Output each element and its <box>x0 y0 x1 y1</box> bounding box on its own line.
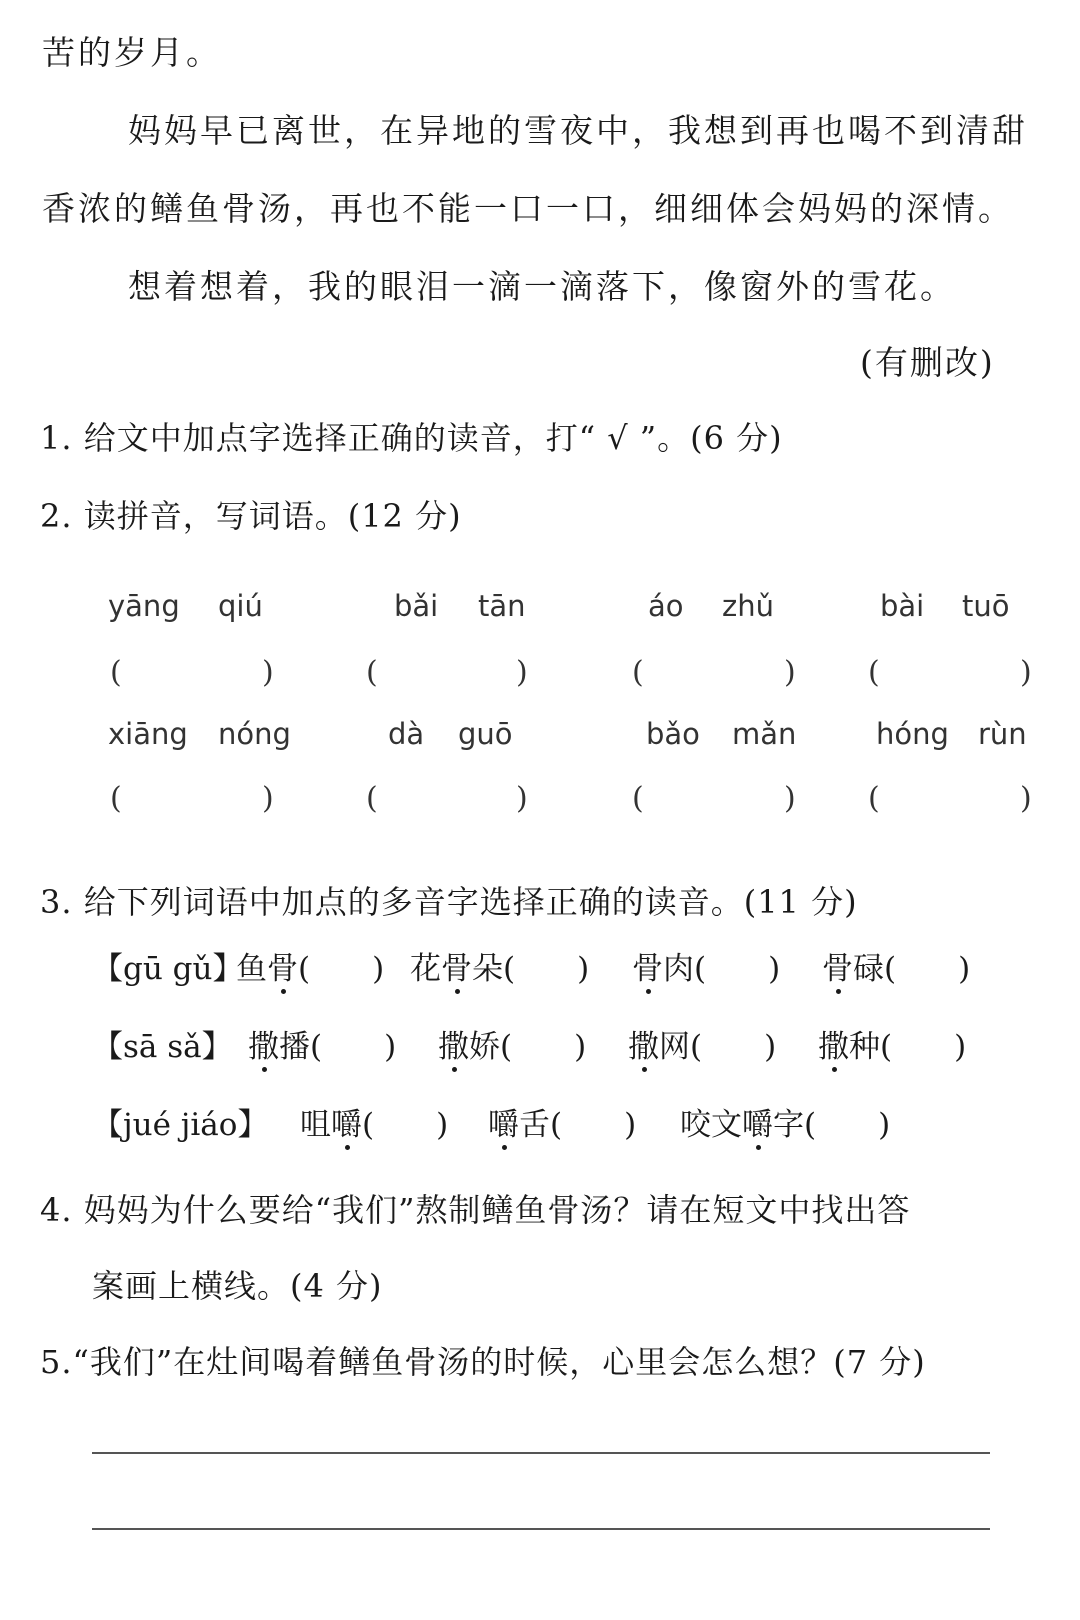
answer-bracket-close: ) <box>577 951 590 987</box>
pinyin-syllable: tān <box>478 589 526 623</box>
answer-bracket-close: ) <box>384 1029 397 1065</box>
polyphone-word <box>410 951 590 987</box>
passage-line-3: 香浓的鳝鱼骨汤，再也不能一口一口，细细体会妈妈的深情。 <box>42 189 1014 228</box>
word-prefix: 咬文 <box>680 1107 742 1143</box>
word-prefix: 咀 <box>300 1107 331 1143</box>
answer-bracket-close: ) <box>516 655 528 690</box>
answer-bracket-open: ( <box>366 655 378 690</box>
answer-bracket-close: ) <box>784 781 796 816</box>
answer-bracket-close: ) <box>262 655 274 690</box>
word-suffix: 网 <box>659 1029 690 1065</box>
polyphone-options: 【jué jiáo】 <box>92 1107 269 1143</box>
pinyin-syllable: zhǔ <box>722 589 774 623</box>
question-1: 1. 给文中加点字选择正确的读音，打“ √ ”。(6 分) <box>40 419 783 457</box>
dotted-character: 撒 <box>438 1029 469 1065</box>
answer-line-2[interactable] <box>92 1528 990 1530</box>
answer-bracket-close: ) <box>372 951 385 987</box>
passage-line-4: 想着想着，我的眼泪一滴一滴落下，像窗外的雪花。 <box>128 267 956 306</box>
answer-bracket-close: ) <box>262 781 274 816</box>
answer-blank[interactable] <box>816 1107 878 1143</box>
answer-bracket-open: ( <box>500 1029 513 1065</box>
pinyin-syllable: qiú <box>218 589 263 623</box>
word-suffix: 娇 <box>469 1029 500 1065</box>
answer-bracket-close: ) <box>436 1107 449 1143</box>
answer-bracket-open: ( <box>310 1029 323 1065</box>
question-2: 2. 读拼音，写词语。(12 分) <box>40 497 462 535</box>
answer-bracket-open: ( <box>880 1029 893 1065</box>
polyphone-word <box>488 1107 637 1143</box>
pinyin-syllable: tuō <box>962 589 1010 623</box>
answer-bracket-close: ) <box>1020 655 1032 690</box>
answer-bracket-close: ) <box>954 1029 967 1065</box>
polyphone-options: 【sā sǎ】 <box>92 1029 233 1065</box>
question-4-line-1: 4. 妈妈为什么要给“我们”熬制鳝鱼骨汤？请在短文中找出答 <box>40 1191 911 1229</box>
pinyin-syllable: dà <box>388 717 425 751</box>
answer-blank[interactable] <box>892 1029 954 1065</box>
question-5: 5.“我们”在灶间喝着鳝鱼骨汤的时候，心里会怎么想？(7 分) <box>40 1343 926 1381</box>
answer-blank[interactable] <box>896 951 958 987</box>
word-suffix: 碌 <box>853 951 884 987</box>
pinyin-syllable: mǎn <box>732 717 797 751</box>
dotted-character: 撒 <box>248 1029 279 1065</box>
word-suffix: 舌 <box>519 1107 550 1143</box>
answer-blank[interactable] <box>702 1029 764 1065</box>
answer-blank[interactable] <box>322 1029 384 1065</box>
dotted-character: 撒 <box>818 1029 849 1065</box>
answer-blank[interactable] <box>512 1029 574 1065</box>
answer-line-1[interactable] <box>92 1452 990 1454</box>
polyphone-options: 【gū gǔ】 <box>92 951 244 987</box>
pinyin-syllable: áo <box>648 589 684 623</box>
pinyin-syllable: nóng <box>218 717 291 751</box>
answer-bracket-close: ) <box>784 655 796 690</box>
answer-bracket-open: ( <box>366 781 378 816</box>
answer-bracket-close: ) <box>958 951 971 987</box>
answer-bracket-open: ( <box>694 951 707 987</box>
polyphone-word <box>300 1107 449 1143</box>
dotted-character: 骨 <box>632 951 663 987</box>
answer-blank[interactable] <box>310 951 372 987</box>
word-suffix: 播 <box>279 1029 310 1065</box>
answer-bracket-close: ) <box>516 781 528 816</box>
answer-bracket-open: ( <box>868 781 880 816</box>
pinyin-syllable: xiāng <box>108 717 188 751</box>
pinyin-syllable: bài <box>880 589 925 623</box>
answer-bracket-open: ( <box>690 1029 703 1065</box>
dotted-character: 嚼 <box>488 1107 519 1143</box>
pinyin-syllable: bǎo <box>646 717 700 751</box>
pinyin-syllable: bǎi <box>394 589 439 623</box>
polyphone-word <box>822 951 971 987</box>
answer-bracket-open: ( <box>632 655 644 690</box>
word-suffix: 肉 <box>663 951 694 987</box>
answer-bracket-open: ( <box>110 781 122 816</box>
dotted-character: 骨 <box>267 951 298 987</box>
answer-blank[interactable] <box>374 1107 436 1143</box>
answer-bracket-open: ( <box>110 655 122 690</box>
answer-bracket-close: ) <box>624 1107 637 1143</box>
answer-bracket-close: ) <box>764 1029 777 1065</box>
answer-bracket-open: ( <box>550 1107 563 1143</box>
answer-bracket-close: ) <box>1020 781 1032 816</box>
pinyin-syllable: hóng <box>876 717 949 751</box>
answer-bracket-open: ( <box>804 1107 817 1143</box>
answer-bracket-close: ) <box>878 1107 891 1143</box>
answer-blank[interactable] <box>562 1107 624 1143</box>
passage-line-1: 苦的岁月。 <box>42 33 222 72</box>
polyphone-word <box>628 1029 777 1065</box>
source-note: (有删改) <box>860 343 995 382</box>
answer-blank[interactable] <box>515 951 577 987</box>
dotted-character: 撒 <box>628 1029 659 1065</box>
answer-bracket-open: ( <box>868 655 880 690</box>
answer-bracket-open: ( <box>362 1107 375 1143</box>
question-4-line-2: 案画上横线。(4 分) <box>92 1267 383 1305</box>
dotted-character: 嚼 <box>742 1107 773 1143</box>
word-suffix: 种 <box>849 1029 880 1065</box>
pinyin-syllable: yāng <box>108 589 180 623</box>
pinyin-syllable: rùn <box>978 717 1027 751</box>
dotted-character: 嚼 <box>331 1107 362 1143</box>
question-3: 3. 给下列词语中加点的多音字选择正确的读音。(11 分) <box>40 883 858 921</box>
polyphone-word <box>236 951 385 987</box>
polyphone-word <box>680 1107 891 1143</box>
word-prefix: 鱼 <box>236 951 267 987</box>
passage-line-2: 妈妈早已离世，在异地的雪夜中，我想到再也喝不到清甜 <box>128 111 1028 150</box>
polyphone-word <box>632 951 781 987</box>
pinyin-syllable: guō <box>458 717 513 751</box>
dotted-character: 骨 <box>441 951 472 987</box>
polyphone-word <box>438 1029 587 1065</box>
answer-bracket-open: ( <box>632 781 644 816</box>
answer-blank[interactable] <box>706 951 768 987</box>
answer-bracket-open: ( <box>884 951 897 987</box>
answer-bracket-open: ( <box>298 951 311 987</box>
answer-bracket-close: ) <box>768 951 781 987</box>
word-suffix: 朵 <box>472 951 503 987</box>
word-suffix: 字 <box>773 1107 804 1143</box>
answer-bracket-open: ( <box>503 951 516 987</box>
answer-bracket-close: ) <box>574 1029 587 1065</box>
dotted-character: 骨 <box>822 951 853 987</box>
polyphone-word <box>818 1029 967 1065</box>
polyphone-word <box>248 1029 397 1065</box>
word-prefix: 花 <box>410 951 441 987</box>
